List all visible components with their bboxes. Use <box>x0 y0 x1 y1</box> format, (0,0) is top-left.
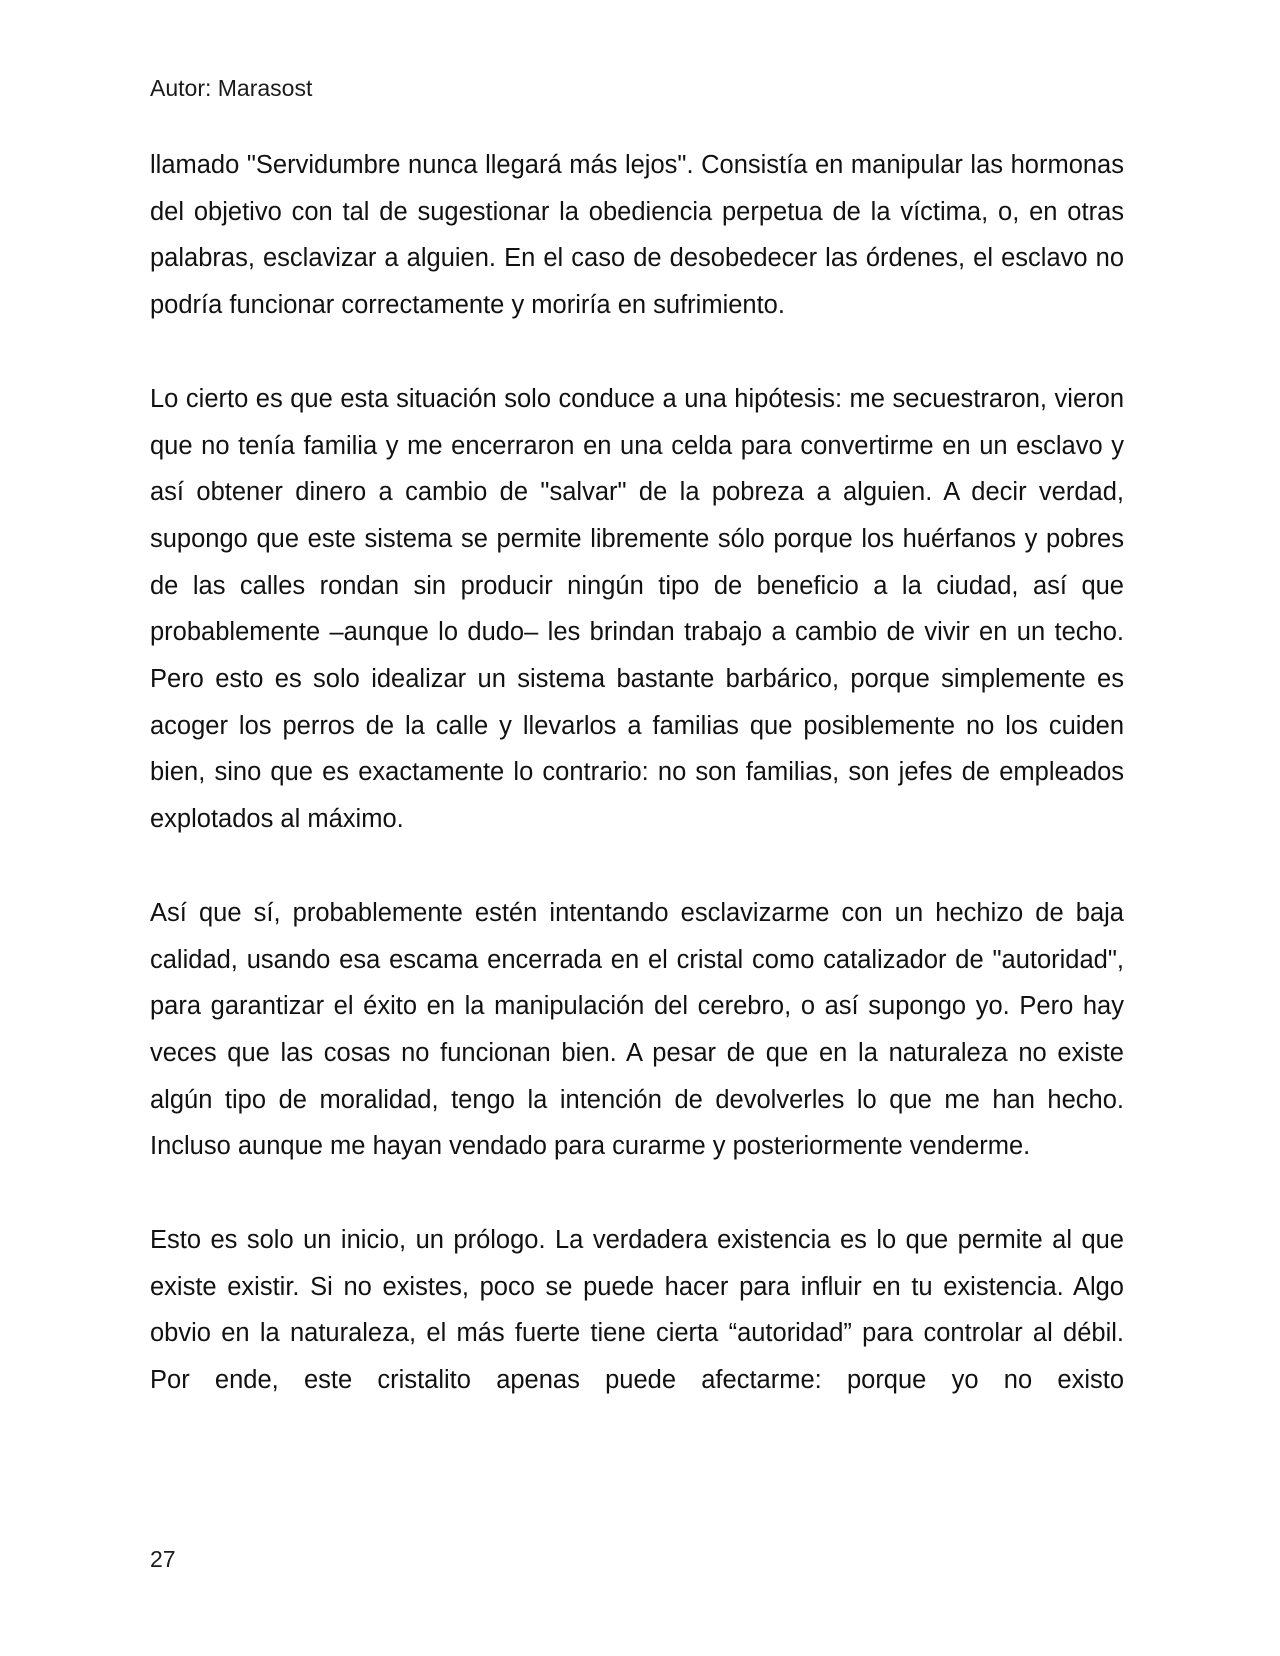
body-text <box>150 142 1124 1404</box>
paragraph-2: Lo cierto es que esta situación solo conduce a una hipótesis: me secuestraron, vieron que no tenía familia y me encerraron en una celda para convertirme en un esclavo y así obtener dinero a cambio de "salvar" de la pobreza a alguien. A decir verdad, supongo que este sistema se permite libremente sólo porque los huérfanos y pobres de las calles rondan sin producir ningún tipo de beneficio a la ciudad, así que probablemente –aunque lo dudo– les brindan trabajo a cambio de vivir en un techo. Pero esto es solo idealizar un sistema bastante barbárico, porque simplemente es acoger los perros de la calle y llevarlos a familias que posiblemente no los cuiden bien, sino que es exactamente lo contrario: no son familias, son jefes de empleados explotados al máximo. <box>150 384 1124 834</box>
page-number: 27 <box>150 1546 176 1572</box>
author-header: Autor: Marasost <box>150 75 313 101</box>
paragraph-4: Esto es solo un inicio, un prólogo. La verdadera existencia es lo que permite al que existe existir. Si no existes, poco se puede hacer para influir en tu existencia. Algo obvio en la naturaleza, el más fuerte tiene cierta “autoridad” para controlar al débil. Por ende, este cristalito apenas puede afectarme: porque yo no existo <box>150 1226 1124 1395</box>
paragraph-3: Así que sí, probablemente estén intentando esclavizarme con un hechizo de baja calidad, usando esa escama encerrada en el cristal como catalizador de "autoridad", para garantizar el éxito en la manipulación del cerebro, o así supongo yo. Pero hay veces que las cosas no funcionan bien. A pesar de que en la naturaleza no existe algún tipo de moralidad, tengo la intención de devolverles lo que me han hecho. Incluso aunque me hayan vendado para curarme y posteriormente venderme. <box>150 898 1124 1161</box>
paragraph-1: llamado "Servidumbre nunca llegará más lejos". Consistía en manipular las hormonas del objetivo con tal de sugestionar la obediencia perpetua de la víctima, o, en otras palabras, esclavizar a alguien. En el caso de desobedecer las órdenes, el esclavo no podría funcionar correctamente y moriría en sufrimiento. <box>150 151 1124 320</box>
